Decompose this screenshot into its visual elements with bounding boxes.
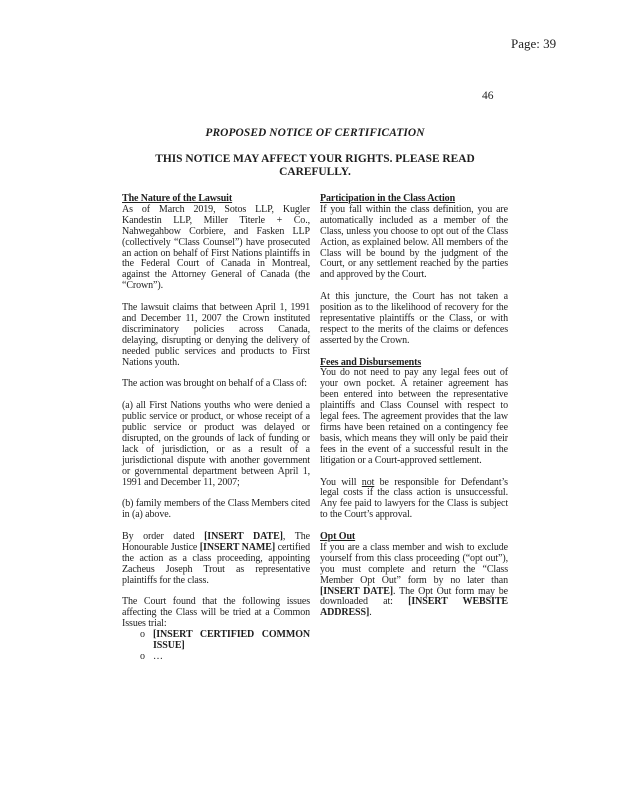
document-subtitle: THIS NOTICE MAY AFFECT YOUR RIGHTS. PLEASE READ CAREFULLY. xyxy=(155,153,475,178)
heading-participation-in-class-action: Participation in the Class Action xyxy=(320,193,456,204)
para-class-definition-b: (b) family members of the Class Members cited in (a) above. xyxy=(122,498,310,521)
para-common-issues-intro: The Court found that the following issues affecting the Class will be tried at a Common Issues trial: xyxy=(122,596,310,630)
bullet-certified-common-issue xyxy=(122,630,310,652)
para-court-position: At this juncture, the Court has not taken a position as to the likelihood of recovery for the representative plaintiffs or the Class, or with respect to the merits of the claims or defences asserted by the Crown. xyxy=(320,291,508,346)
para-legal-fees: You do not need to pay any legal fees out of your own pocket. A retainer agreement has been entered into between the representative plaintiffs and Class Counsel with respect to legal fees. The agreement provides that the law firms have been retained on a contingency fee basis, which means they will only be paid their fees in the event of a successful result in the litigation or a Court-approved settlement. xyxy=(320,367,508,466)
right-column xyxy=(320,194,508,663)
para-certification-order: By order dated [INSERT DATE], The Honourable Justice [INSERT NAME] certified the action as a class proceeding, appointing Zacheus Joseph Trout as representative plaintiffs for the class. xyxy=(122,531,310,586)
heading-fees-and-disbursements: Fees and Disbursements xyxy=(320,356,422,368)
bullet-text-certified-common-issue: [INSERT CERTIFIED COMMON ISSUE] xyxy=(153,629,310,652)
page-number: 46 xyxy=(482,90,494,102)
page-indicator-label: Page: 39 xyxy=(511,36,557,51)
document-title: PROPOSED NOTICE OF CERTIFICATION xyxy=(205,127,425,139)
para-participation: If you fall within the class definition, you are automatically included as a member of the Class, unless you choose to opt out of the Class Action, as explained below. All members of the Class will be bound by the judgment of the Court, or any settlement reached by the parties and approved by the Court. xyxy=(320,203,508,281)
bullet-marker-icon: o xyxy=(140,629,145,641)
left-column xyxy=(122,194,310,663)
para-lawsuit-claims: The lawsuit claims that between April 1, 1991 and December 11, 2007 the Crown instituted discriminatory policies across Canada, delaying, disrupting or denying the delivery of needed public services and products to First Nations youth. xyxy=(122,302,310,368)
para-class-definition-intro: The action was brought on behalf of a Class of: xyxy=(122,378,307,390)
para-opt-out: If you are a class member and wish to exclude yourself from this class proceeding (“opt out”), you must complete and return the “Class Member Opt Out” form by no later than [INSERT DATE]. The Opt Out form may be downloaded at: [INSERT WEBSITE ADDRESS]. xyxy=(320,541,508,619)
two-column-layout xyxy=(122,194,508,663)
para-class-counsel: As of March 2019, Sotos LLP, Kugler Kandestin LLP, Miller Titerle + Co., Nahwegahbow Corbiere, and Fasken LLP (collectively “Class Counsel”) have prosecuted an action on behalf of First Nations plaintiffs in the Federal Court of Canada in Montreal, against the Attorney General of Canada (the “Crown”). xyxy=(122,203,310,292)
bullet-ellipsis xyxy=(122,652,310,663)
heading-nature-of-the-lawsuit: The Nature of the Lawsuit xyxy=(122,193,233,204)
para-class-definition-a: (a) all First Nations youths who were denied a public service or product, or whose receipt of a public service or product was delayed or disrupted, on the grounds of lack of funding or lack of jurisdiction, or as a result of a jurisdictional dispute with another government or governmental department between April 1, 1991 and December 11, 2007; xyxy=(122,400,310,488)
notice-body xyxy=(122,127,508,663)
bullet-text-ellipsis: … xyxy=(153,650,163,662)
para-defendant-costs: You will not be responsible for Defendant’s legal costs if the class action is unsuccessful. Any fee paid to lawyers for the Class is subject to the Court’s approval. xyxy=(320,476,508,521)
heading-opt-out: Opt Out xyxy=(320,531,356,543)
bullet-marker-icon: o xyxy=(140,650,145,662)
